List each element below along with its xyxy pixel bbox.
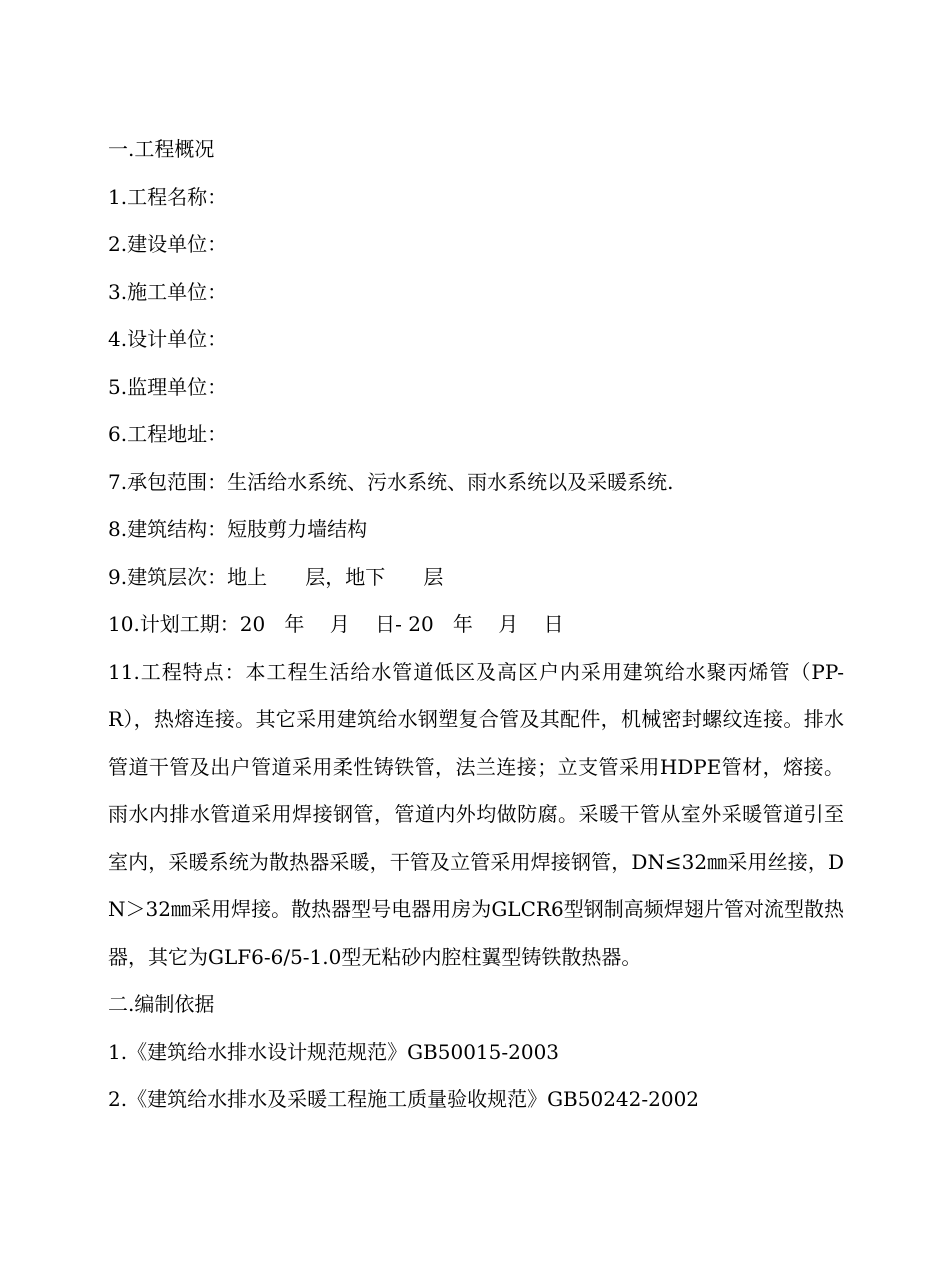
construction-unit-line: 2.建设单位： xyxy=(108,232,228,256)
project-name-line: 1.工程名称： xyxy=(108,184,228,209)
section-title-basis: 二.编制依据 xyxy=(108,992,215,1016)
supervision-unit-line: 5.监理单位： xyxy=(108,374,228,399)
basis-item-1: 1.《建筑给水排水设计规范规范》GB50015-2003 xyxy=(108,1039,560,1064)
building-structure-line: 8.建筑结构：短肢剪力墙结构 xyxy=(108,517,368,541)
project-features-paragraph: 11.工程特点：本工程生活给水管道低区及高区户内采用建筑给水聚丙烯管（PP-R），热熔连接。其它采用建筑给水钢塑复合管及其配件，机械密封螺纹连接。排水管道干管及出户管道采用柔性铸铁管，法兰连接；立支管采用HDPE管材，熔接。雨水内排水管道采用焊接钢管，管道内外均做防腐。采暖干管从室外采暖管道引至室内，采暖系统为散热器采暖，干管及立管采用焊接钢管，DN≤32㎜采用丝接，DN＞32㎜采用焊接。散热器型号电器用房为GLCR6型钢制高频焊翅片管对流型散热器，其它为GLF6-6/5-1.0型无粘砂内腔柱翼型铸铁散热器。 xyxy=(108,659,844,969)
section-title-overview: 一.工程概况 xyxy=(108,137,215,161)
project-address-line: 6.工程地址： xyxy=(108,422,228,446)
contractor-unit-line: 3.施工单位： xyxy=(108,279,228,304)
document-body xyxy=(108,126,844,1124)
planned-schedule-line: 10.计划工期：20 年 月 日- 20 年 月 日 xyxy=(108,612,564,636)
basis-item-2: 2.《建筑给水排水及采暖工程施工质量验收规范》GB50242-2002 xyxy=(108,1087,700,1111)
contract-scope-line: 7.承包范围：生活给水系统、污水系统、雨水系统以及采暖系统. xyxy=(108,469,674,494)
building-floors-line: 9.建筑层次：地上 层，地下 层 xyxy=(108,564,444,589)
design-unit-line: 4.设计单位： xyxy=(108,327,228,351)
